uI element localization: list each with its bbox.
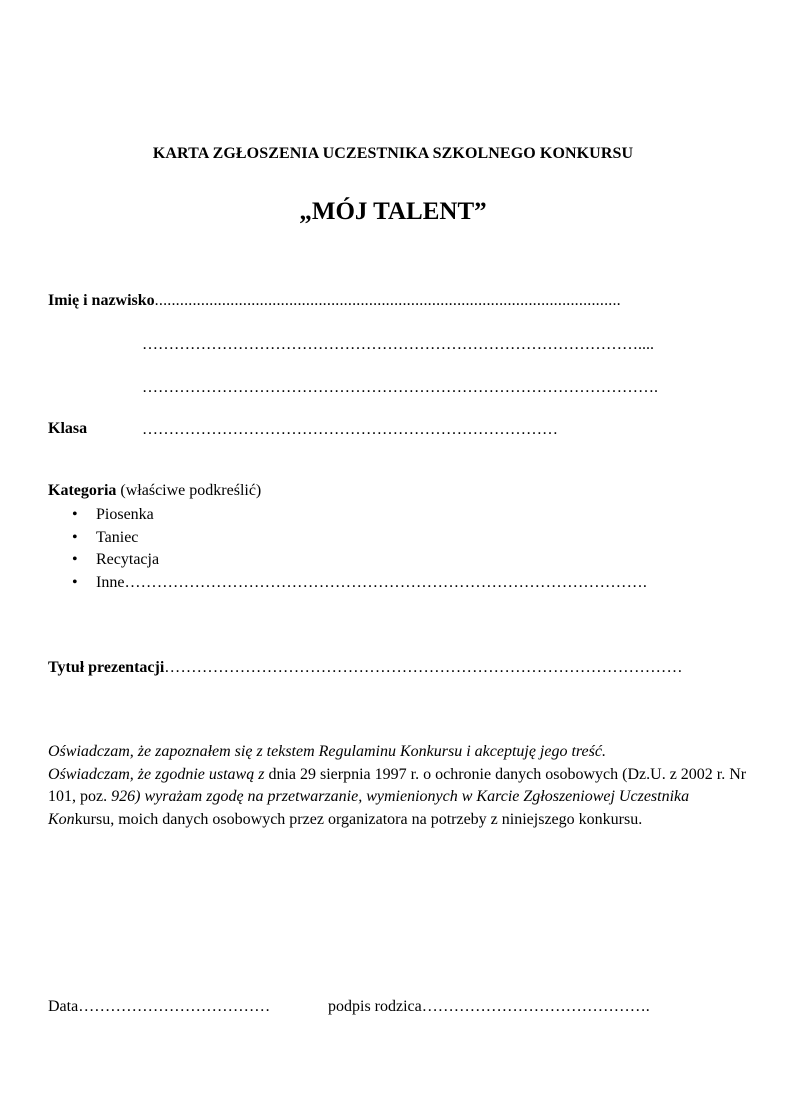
- category-list: [48, 504, 647, 594]
- consent-declaration: [48, 741, 748, 831]
- category-item-recytacja[interactable]: [48, 549, 647, 572]
- date-fill-line[interactable]: ………………………………: [78, 998, 271, 1015]
- declaration-part-2: dnia 29 sierpnia 1997 r. o ochronie danych osobowych (Dz.U. z 2002 r. Nr 101, poz.: [48, 765, 747, 805]
- category-item-label: Inne: [96, 573, 125, 591]
- category-heading: [48, 482, 261, 500]
- declaration-part-3: kursu, moich danych osobowych przez organizatora na potrzeby z niniejszego konkursu.: [74, 810, 643, 828]
- date-row: [48, 998, 270, 1016]
- name-label: Imię i nazwisko: [48, 292, 155, 309]
- category-item-label: Recytacja: [96, 551, 160, 568]
- category-item-taniec[interactable]: [48, 527, 647, 550]
- declaration-paragraph-2: [48, 764, 748, 832]
- bullet-icon: •: [72, 573, 78, 591]
- name-fill-line[interactable]: ...............................................................................................................: [154, 292, 621, 309]
- category-hint: (właściwe podkreślić): [116, 482, 262, 499]
- signature-label: podpis rodzica: [328, 998, 422, 1015]
- date-label: Data: [48, 998, 79, 1015]
- presentation-title-label: Tytuł prezentacji: [48, 659, 165, 676]
- category-item-piosenka[interactable]: [48, 504, 647, 527]
- category-other-fill-line[interactable]: …………………………………………………………………………………….: [124, 573, 648, 591]
- category-label: Kategoria: [48, 482, 117, 499]
- form-header-title: KARTA ZGŁOSZENIA UCZESTNIKA SZKOLNEGO KONKURSU: [152, 145, 634, 162]
- declaration-part-3-italic: 926) wyrażam zgodę na przetwarzanie, wymienionych w Karcie Zgłoszeniowej Uczestnika Kon: [48, 788, 690, 828]
- class-label: Klasa: [48, 420, 88, 437]
- contest-name-title: „MÓJ TALENT”: [299, 198, 487, 225]
- category-item-inne[interactable]: [48, 572, 647, 595]
- class-fill-line[interactable]: ……………………………………………………………………: [142, 421, 558, 438]
- presentation-title-row: [48, 659, 683, 677]
- bullet-icon: •: [72, 506, 78, 523]
- name-field-row: [48, 292, 621, 310]
- declaration-line-1: Oświadczam, że zapoznałem się z tekstem Regulaminu Konkursu i akceptuję jego treść.: [48, 743, 606, 760]
- declaration-part-2-italic: Oświadczam, że zgodnie ustawą z: [48, 765, 265, 783]
- bullet-icon: •: [72, 551, 78, 568]
- signature-row: [328, 998, 650, 1016]
- name-fill-line-2[interactable]: …………………………………………………………………………………....: [142, 336, 654, 353]
- presentation-title-fill-line[interactable]: ……………………………………………………………………………………: [164, 659, 683, 676]
- signature-fill-line[interactable]: …………………………………….: [421, 998, 650, 1015]
- bullet-icon: •: [72, 528, 78, 546]
- category-item-label: Taniec: [96, 528, 139, 546]
- name-fill-line-3[interactable]: …………………………………………………………………………………….: [142, 379, 658, 396]
- category-item-label: Piosenka: [96, 506, 154, 523]
